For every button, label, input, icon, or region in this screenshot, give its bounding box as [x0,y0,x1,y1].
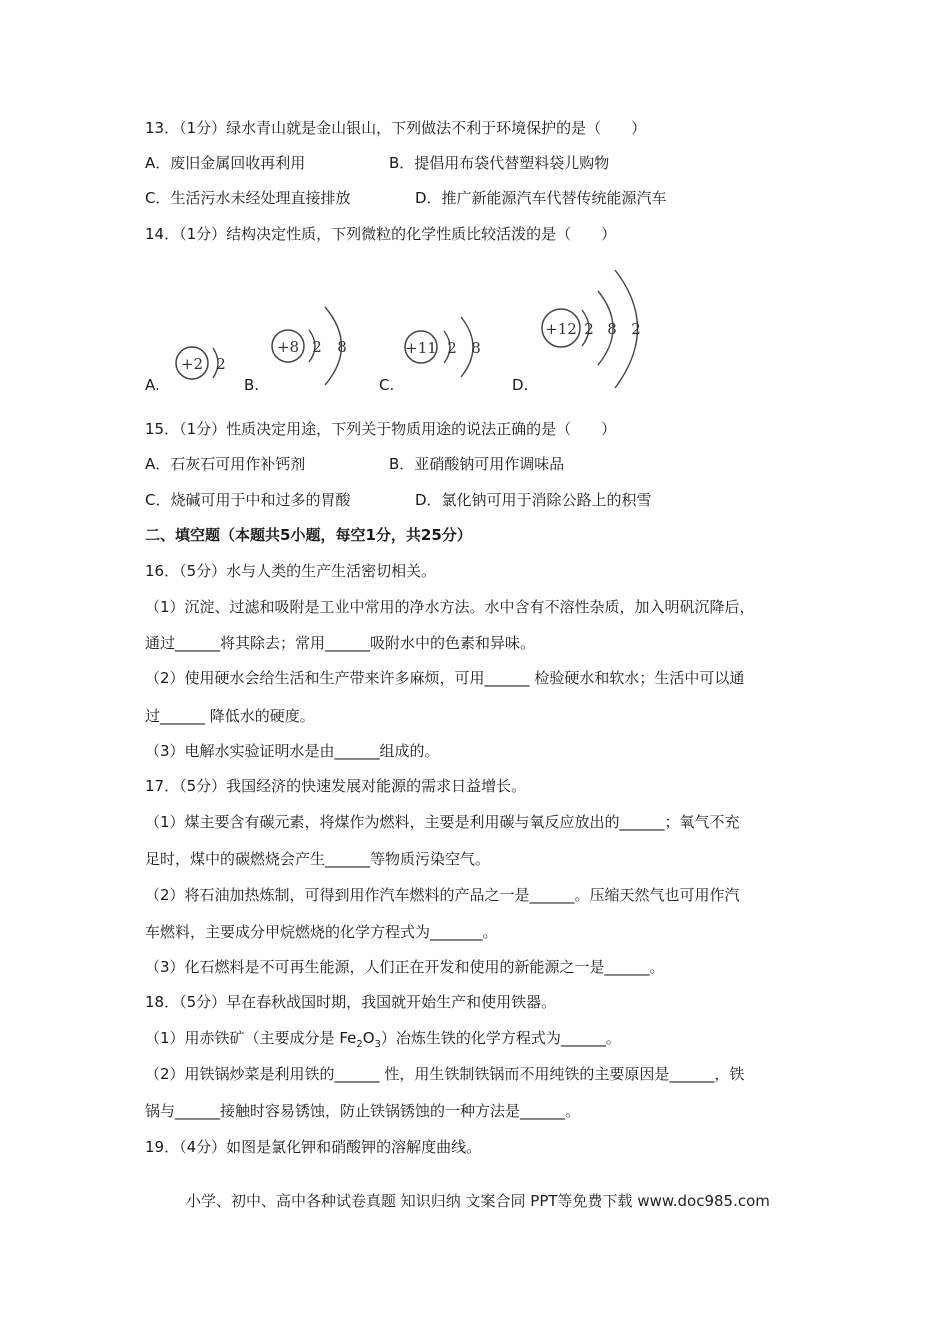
section-heading: 二、填空题（本题共5小题，每空1分，共25分） [145,526,472,544]
q16-line-3: （2）使用硬水会给生活和生产带来许多麻烦，可用______ 检验硬水和软水；生活中可以通 [145,669,745,687]
q19-stem: 19．（4分）如图是氯化钾和硝酸钾的溶解度曲线。 [145,1138,482,1156]
formula-subscript: 3 [374,1039,381,1050]
nucleus-charge: +11 [405,339,437,357]
q17-line-2: 足时，煤中的碳燃烧会产生______等物质污染空气。 [145,850,491,868]
q15-option-d: D．氯化钠可用于消除公路上的积雪 [415,491,652,509]
q17-line-5: （3）化石燃料是不可再生能源，人们正在开发和使用的新能源之一是______。 [145,958,665,976]
atom-diagram-b [268,275,358,390]
q16-line-4: 过______ 降低水的硬度。 [145,707,315,725]
q17-stem: 17．（5分）我国经济的快速发展对能源的需求日益增长。 [145,777,527,795]
nucleus-charge: +8 [276,338,300,356]
q13-option-d: D．推广新能源汽车代替传统能源汽车 [415,189,667,207]
shell-electrons: 2 [631,320,641,338]
atom-diagram-a [172,340,242,390]
shell-electrons: 2 [312,338,322,356]
q13-stem: 13．（1分）绿水青山就是金山银山，下列做法不利于环境保护的是（ ） [145,119,647,137]
q13-option-a: A．废旧金属回收再利用 [145,154,306,172]
q18-line-1-post: ）冶炼生铁的化学方程式为______。 [380,1029,621,1047]
shell-electrons: 2 [216,355,226,373]
nucleus-charge: +12 [545,320,577,338]
q18-line-1 [145,1028,621,1055]
formula-oxygen: O [362,1029,375,1047]
shell-electrons: 8 [471,339,481,357]
q14-label-a: A. [145,376,160,394]
q18-line-1-pre: （1）用赤铁矿（主要成分是 Fe [145,1029,357,1047]
shell-electrons: 2 [584,320,594,338]
q14-label-b: B. [244,376,260,394]
q17-line-4: 车燃料，主要成分甲烷燃烧的化学方程式为_______。 [145,923,498,941]
atom-diagram-c [401,312,491,392]
q14-stem: 14．（1分）结构决定性质，下列微粒的化学性质比较活泼的是（ ） [145,225,617,243]
q18-stem: 18．（5分）早在春秋战国时期，我国就开始生产和使用铁器。 [145,993,557,1011]
q14-label-c: C. [379,376,395,394]
q16-line-5: （3）电解水实验证明水是由______组成的。 [145,742,440,760]
q15-option-a: A．石灰石可用作补钙剂 [145,455,306,473]
q15-stem: 15．（1分）性质决定用途，下列关于物质用途的说法正确的是（ ） [145,420,617,438]
nucleus-charge: +2 [180,355,204,373]
q16-stem: 16．（5分）水与人类的生产生活密切相关。 [145,562,437,580]
shell-electrons: 2 [447,339,457,357]
q13-option-c: C．生活污水未经处理直接排放 [145,189,351,207]
q15-option-c: C．烧碱可用于中和过多的胃酸 [145,491,351,509]
q16-line-2: 通过______将其除去；常用______吸附水中的色素和异味。 [145,634,536,652]
q17-line-1: （1）煤主要含有碳元素，将煤作为燃料，主要是利用碳与氧反应放出的______；氧气不充 [145,813,740,831]
q16-line-1: （1）沉淀、过滤和吸附是工业中常用的净水方法。水中含有不溶性杂质，加入明矾沉降后， [145,598,755,616]
q18-line-3: 锅与______接触时容易锈蚀，防止铁锅锈蚀的一种方法是______。 [145,1102,581,1120]
q18-line-2: （2）用铁锅炒菜是利用铁的______ 性，用生铁制铁锅而不用纯铁的主要原因是______，铁 [145,1065,745,1083]
q13-option-b: B．提倡用布袋代替塑料袋儿购物 [389,154,610,172]
shell-electrons: 8 [337,338,347,356]
atom-diagram-d [538,268,658,393]
formula-subscript: 2 [356,1039,363,1050]
q17-line-3: （2）将石油加热炼制，可得到用作汽车燃料的产品之一是______。压缩天然气也可用作汽 [145,886,740,904]
q15-option-b: B．亚硝酸钠可用作调味品 [389,455,565,473]
page-footer: 小学、初中、高中各种试卷真题 知识归纳 文案合同 PPT等免费下载 www.doc985.com [186,1192,770,1210]
shell-electrons: 8 [607,320,617,338]
q14-label-d: D. [512,376,529,394]
